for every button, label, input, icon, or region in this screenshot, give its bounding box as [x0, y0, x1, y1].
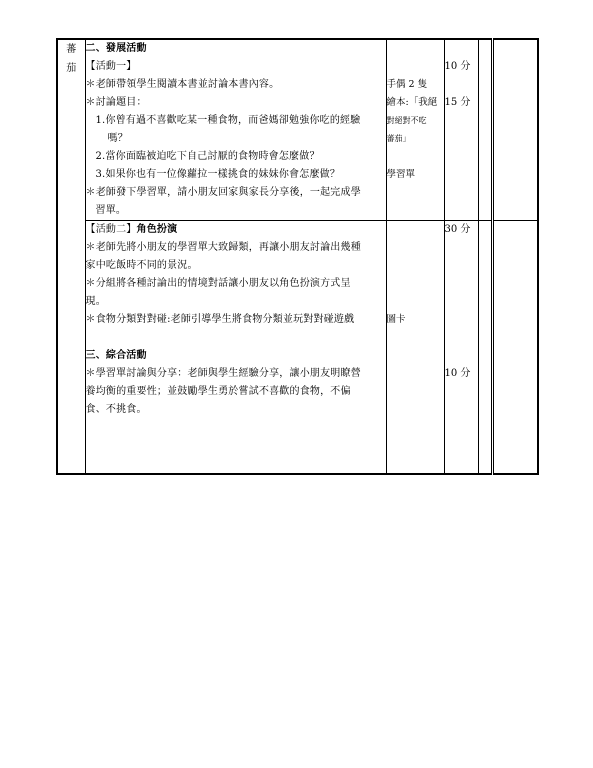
text-line: ＊食物分類對對碰:老師引導學生將食物分類並玩對對碰遊戲 [85, 314, 355, 325]
resources-cell [386, 39, 444, 221]
text-line: 現。 [85, 296, 106, 307]
time-value: 30 分 [444, 224, 471, 235]
empty-cell [478, 221, 492, 474]
empty-cell [478, 39, 492, 221]
question-line: 嗎？ [107, 133, 128, 144]
table-row [57, 221, 538, 474]
text-line: 習單。 [95, 205, 127, 216]
table-row [57, 39, 538, 221]
activity-title: 【活動一】 [85, 61, 137, 72]
time-value: 10 分 [444, 61, 471, 72]
resource-item: 蕃茄」 [386, 134, 411, 143]
empty-cell [492, 221, 538, 474]
activity-cell [85, 221, 386, 474]
question-line: 3.如果你也有一位像蘿拉一樣挑食的妹妹你會怎麼做？ [95, 169, 341, 180]
resource-item: 繪本:「我絕 [386, 97, 438, 108]
text-line: 養均衡的重要性；並鼓勵學生勇於嘗試不喜歡的食物，不偏 [85, 386, 351, 397]
section-heading: 二、發展活動 [85, 43, 147, 54]
text-line: ＊老師發下學習單，請小朋友回家與家長分享後，一起完成學 [85, 187, 361, 198]
unit-label-cell [57, 39, 85, 474]
question-line: 2.當你面臨被迫吃下自己討厭的食物時會怎麼做？ [95, 151, 320, 162]
text-line: 家中吃飯時不同的景況。 [85, 260, 198, 271]
empty-cell [492, 39, 538, 221]
lesson-plan-table [56, 38, 539, 475]
unit-label-char: 蕃 [66, 44, 77, 55]
text-line: ＊老師先將小朋友的學習單大致歸類，再讓小朋友討論出幾種 [85, 242, 361, 253]
text-line: 食、不挑食。 [85, 404, 147, 415]
activity-cell [85, 39, 386, 221]
resource-item: 圖卡 [386, 314, 406, 325]
time-value: 15 分 [444, 97, 471, 108]
time-cell [444, 39, 478, 221]
activity-title: 【活動二】 [85, 224, 137, 235]
text-line: ＊分組將各種討論出的情境對話讓小朋友以角色扮演方式呈 [85, 278, 351, 289]
resource-item: 學習單 [386, 169, 416, 180]
resources-cell [386, 221, 444, 474]
text-line: ＊討論題目： [85, 97, 147, 108]
question-line: 1.你曾有過不喜歡吃某一種食物，而爸媽卻勉強你吃的經驗 [95, 115, 361, 126]
resource-item: 對絕對不吃 [386, 116, 427, 125]
resource-item: 手偶 2 隻 [386, 79, 428, 90]
unit-label-char: 茄 [66, 63, 77, 74]
activity-title-bold: 角色扮演 [136, 224, 178, 235]
time-value: 10 分 [444, 368, 471, 379]
time-cell [444, 221, 478, 474]
section-heading: 三、綜合活動 [85, 350, 147, 361]
text-line: ＊老師帶領學生閱讀本書並討論本書內容。 [85, 79, 280, 90]
text-line: ＊學習單討論與分享：老師與學生經驗分享，讓小朋友明瞭營 [85, 368, 361, 379]
